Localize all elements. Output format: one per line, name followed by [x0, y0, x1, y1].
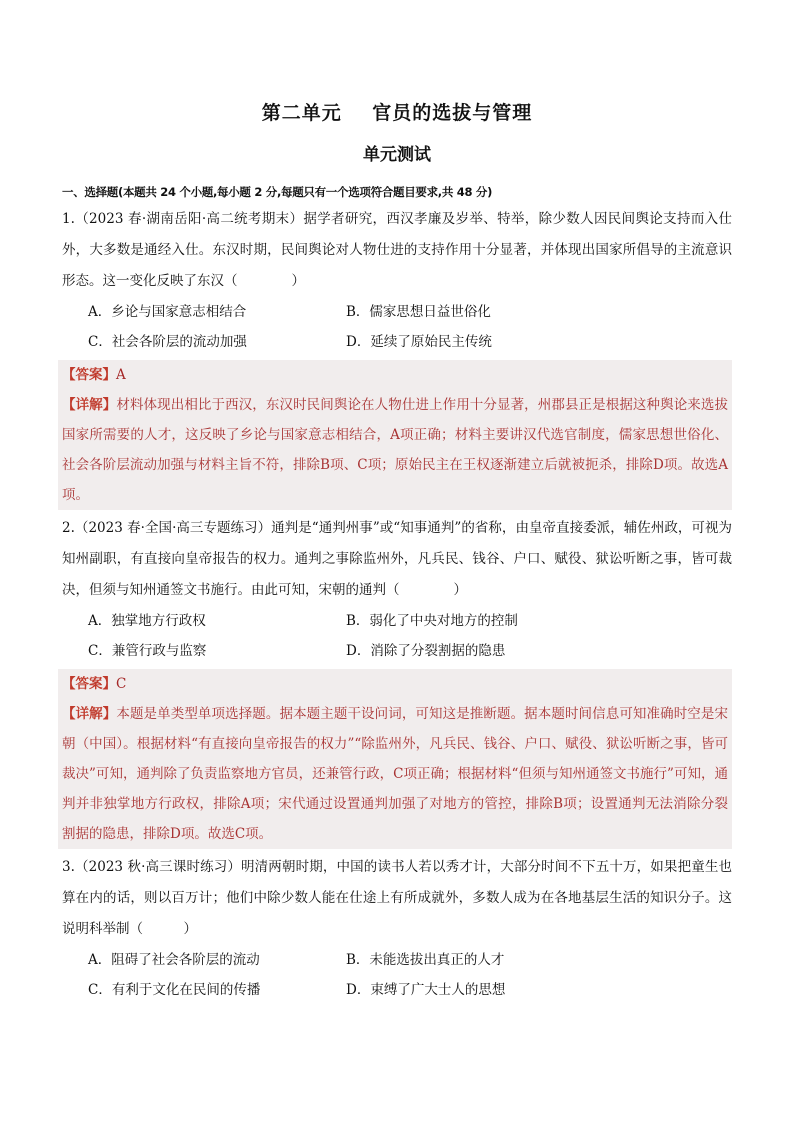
option-a: A．独掌地方行政权: [88, 613, 206, 629]
option-c: C．兼管行政与监察: [88, 643, 207, 659]
option-list: [62, 606, 732, 666]
option-list: [62, 945, 732, 1005]
option-b: B．儒家思想日益世俗化: [346, 304, 491, 320]
answer-line: [62, 360, 728, 390]
question-2: [62, 513, 732, 849]
answer-line: [62, 669, 728, 699]
detail-text: 材料体现出相比于西汉，东汉时民间舆论在人物仕进上作用十分显著，州郡县正是根据这种舆论来选拔国家所需要的人才，这反映了乡论与国家意志相结合，A项正确；材料主要讲汉代选官制度，儒家思想世俗化、社会各阶层流动加强与材料主旨不符，排除B项、C项；原始民主在王权逐渐建立后就被扼杀，排除D项。故选A项。: [62, 397, 728, 503]
detail-line: [62, 699, 728, 849]
answer-label: 【答案】: [62, 367, 116, 383]
question-stem: 3.（2023 秋·高三课时练习）明清两朝时期，中国的读书人若以秀才计，大部分时间不下五十万，如果把童生也算在内的话，则以百万计；他们中除少数人能在仕途上有所成就外，多数人成为在各地基层生活的知识分子。这说明科举制（ ）: [62, 859, 732, 937]
detail-line: [62, 390, 728, 510]
option-c: C．社会各阶层的流动加强: [88, 334, 247, 350]
answer-block: [58, 360, 732, 510]
question-1: [62, 204, 732, 510]
option-d: D．延续了原始民主传统: [346, 334, 492, 350]
question-3: [62, 852, 732, 1005]
option-c: C．有利于文化在民间的传播: [88, 982, 261, 998]
option-b: B．弱化了中央对地方的控制: [346, 613, 518, 629]
question-stem: 1.（2023 春·湖南岳阳·高二统考期末）据学者研究，西汉孝廉及岁举、特举，除少数人因民间舆论支持而入仕外，大多数是通经入仕。东汉时期，民间舆论对人物仕进的支持作用十分显著，并体现出国家所倡导的主流意识形态。这一变化反映了东汉（ ）: [62, 211, 732, 289]
answer-value: A: [116, 367, 126, 383]
detail-label: 【详解】: [62, 706, 117, 722]
option-list: [62, 297, 732, 357]
answer-block: [58, 669, 732, 849]
page-subtitle: 单元测试: [363, 145, 431, 165]
option-a: A．乡论与国家意志相结合: [88, 304, 247, 320]
option-b: B．未能选拔出真正的人才: [346, 952, 505, 968]
section-heading: 一、选择题(本题共 24 个小题,每小题 2 分,每题只有一个选项符合题目要求,共 48 分): [62, 185, 493, 199]
question-stem: 2.（2023 春·全国·高三专题练习）通判是“通判州事”或“知事通判”的省称，由皇帝直接委派，辅佐州政，可视为知州副职，有直接向皇帝报告的权力。通判之事除监州外，凡兵民、钱谷、户口、赋役、狱讼听断之事，皆可裁决，但须与知州通签文书施行。由此可知，宋朝的通判（ ）: [62, 520, 732, 598]
option-a: A．阻碍了社会各阶层的流动: [88, 952, 260, 968]
exam-page: [62, 98, 732, 1005]
option-d: D．束缚了广大士人的思想: [346, 982, 506, 998]
option-d: D．消除了分裂割据的隐患: [346, 643, 506, 659]
detail-label: 【详解】: [62, 397, 117, 413]
answer-label: 【答案】: [62, 676, 116, 692]
answer-value: C: [116, 676, 127, 692]
page-title: 第二单元 官员的选拔与管理: [261, 102, 533, 124]
detail-text: 本题是单类型单项选择题。据本题主题干设问词，可知这是推断题。据本题时间信息可知准确时空是宋朝（中国）。根据材料“有直接向皇帝报告的权力”“除监州外，凡兵民、钱谷、户口、赋役、狱讼听断之事，皆可裁决”可知，通判除了负责监察地方官员，还兼管行政，C项正确；根据材料“但须与知州通签文书施行”可知，通判并非独掌地方行政权，排除A项；宋代通过设置通判加强了对地方的管控，排除B项；设置通判无法消除分裂割据的隐患，排除D项。故选C项。: [62, 706, 728, 842]
